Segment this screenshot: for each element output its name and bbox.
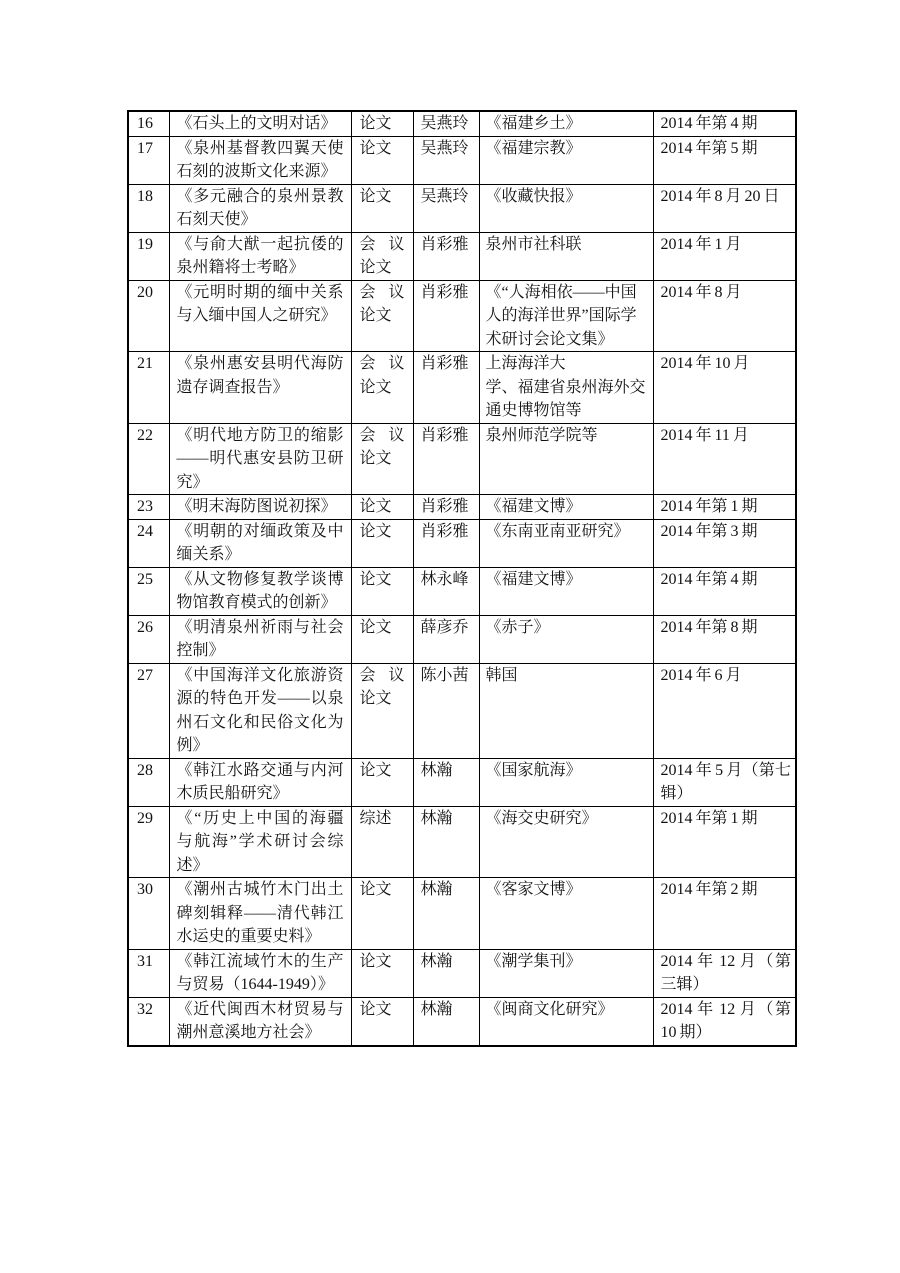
row-number: 16 bbox=[137, 115, 153, 132]
type-cell bbox=[351, 111, 413, 136]
type-line: 论文 bbox=[359, 115, 392, 132]
title-line: 物馆教育模式的创新》 bbox=[176, 594, 337, 611]
number-cell bbox=[128, 567, 169, 615]
date-cell bbox=[653, 567, 796, 615]
date-line: 2014 年 11 月 bbox=[660, 426, 749, 444]
date-cell bbox=[653, 280, 796, 352]
title-line: ——明代惠安县防卫研 bbox=[176, 450, 344, 467]
table-row bbox=[128, 232, 796, 280]
title-line: 述》 bbox=[176, 856, 209, 874]
table-row bbox=[128, 878, 796, 950]
venue-line: 学、福建省泉州海外交 bbox=[485, 378, 646, 396]
author-cell bbox=[413, 423, 479, 495]
venue-cell bbox=[479, 758, 653, 806]
number-cell bbox=[128, 663, 169, 758]
author-line: 肖彩雅 bbox=[420, 235, 469, 253]
author-line: 林瀚 bbox=[420, 1000, 453, 1018]
title-line: 石刻的波斯文化来源》 bbox=[176, 163, 337, 180]
title-line: 究》 bbox=[176, 473, 209, 491]
title-cell bbox=[169, 184, 351, 232]
author-cell bbox=[413, 352, 479, 424]
date-line: 2014 年第 2 期 bbox=[660, 881, 758, 898]
number-cell bbox=[128, 136, 169, 184]
title-cell bbox=[169, 495, 351, 520]
author-cell bbox=[413, 806, 479, 878]
type-cell bbox=[351, 280, 413, 352]
date-line: 三辑） bbox=[660, 976, 709, 993]
row-number: 24 bbox=[137, 522, 153, 540]
venue-line: 《东南亚南亚研究》 bbox=[485, 522, 630, 540]
table-row bbox=[128, 423, 796, 495]
row-number: 26 bbox=[137, 618, 153, 636]
title-line: 水运史的重要史料》 bbox=[176, 928, 321, 945]
type-line: 论文 bbox=[359, 522, 392, 540]
date-cell bbox=[653, 495, 796, 520]
venue-cell bbox=[479, 519, 653, 567]
number-cell bbox=[128, 184, 169, 232]
row-number: 31 bbox=[137, 952, 153, 970]
number-cell bbox=[128, 423, 169, 495]
type-cell bbox=[351, 806, 413, 878]
date-line: 2014 年 8 月 20 日 bbox=[660, 187, 780, 205]
type-line: 会议 bbox=[359, 426, 405, 444]
author-line: 林瀚 bbox=[420, 809, 453, 827]
title-cell bbox=[169, 878, 351, 950]
date-line: 2014 年 10 月 bbox=[660, 355, 750, 372]
type-line: 论文 bbox=[359, 307, 392, 324]
number-cell bbox=[128, 352, 169, 424]
type-line: 论文 bbox=[359, 690, 392, 707]
title-line: 《石头上的文明对话》 bbox=[176, 115, 337, 132]
number-cell bbox=[128, 280, 169, 352]
row-number: 28 bbox=[137, 761, 153, 779]
type-cell bbox=[351, 663, 413, 758]
date-line: 2014 年 8 月 bbox=[660, 283, 742, 301]
row-number: 25 bbox=[137, 570, 153, 588]
title-line: 潮州意溪地方社会》 bbox=[176, 1024, 321, 1041]
venue-line: 术研讨会论文集》 bbox=[485, 330, 614, 348]
venue-line: 《客家文博》 bbox=[485, 881, 582, 898]
table-row bbox=[128, 949, 796, 997]
row-number: 21 bbox=[137, 355, 153, 372]
type-cell bbox=[351, 519, 413, 567]
type-cell bbox=[351, 423, 413, 495]
type-line: 论文 bbox=[359, 378, 392, 396]
type-line: 论文 bbox=[359, 259, 392, 276]
type-line: 论文 bbox=[359, 187, 392, 205]
title-line: 《近代闽西木材贸易与 bbox=[176, 1000, 344, 1018]
title-line: 遗存调查报告》 bbox=[176, 378, 289, 396]
venue-cell bbox=[479, 949, 653, 997]
table-row bbox=[128, 280, 796, 352]
author-line: 肖彩雅 bbox=[420, 426, 469, 444]
row-number: 20 bbox=[137, 283, 153, 301]
number-cell bbox=[128, 495, 169, 520]
title-line: 木质民船研究》 bbox=[176, 785, 289, 802]
table-row bbox=[128, 663, 796, 758]
date-line: 2014 年第 4 期 bbox=[660, 115, 758, 132]
type-line: 论文 bbox=[359, 881, 392, 898]
venue-cell bbox=[479, 615, 653, 663]
row-number: 22 bbox=[137, 426, 153, 444]
venue-cell bbox=[479, 232, 653, 280]
venue-cell bbox=[479, 495, 653, 520]
date-cell bbox=[653, 949, 796, 997]
number-cell bbox=[128, 997, 169, 1046]
title-cell bbox=[169, 567, 351, 615]
type-cell bbox=[351, 615, 413, 663]
date-cell bbox=[653, 758, 796, 806]
date-cell bbox=[653, 878, 796, 950]
venue-line: 《“人海相依——中国 bbox=[485, 283, 637, 301]
author-cell bbox=[413, 758, 479, 806]
venue-cell bbox=[479, 423, 653, 495]
table-row bbox=[128, 519, 796, 567]
title-line: 《泉州惠安县明代海防 bbox=[176, 355, 344, 372]
type-line: 论文 bbox=[359, 570, 392, 588]
author-cell bbox=[413, 997, 479, 1046]
author-cell bbox=[413, 111, 479, 136]
venue-line: 泉州师范学院等 bbox=[485, 426, 598, 444]
date-line: 2014 年 12 月（第 bbox=[660, 952, 791, 970]
type-cell bbox=[351, 949, 413, 997]
type-line: 会议 bbox=[359, 235, 405, 253]
venue-cell bbox=[479, 806, 653, 878]
title-line: 例》 bbox=[176, 737, 209, 754]
type-line: 论文 bbox=[359, 618, 392, 636]
author-cell bbox=[413, 136, 479, 184]
author-line: 薛彦乔 bbox=[420, 618, 469, 636]
title-line: 《中国海洋文化旅游资 bbox=[176, 666, 344, 684]
venue-line: 《闽商文化研究》 bbox=[485, 1000, 614, 1018]
row-number: 19 bbox=[137, 235, 153, 253]
number-cell bbox=[128, 949, 169, 997]
date-line: 2014 年 12 月（第 bbox=[660, 1000, 791, 1018]
title-cell bbox=[169, 352, 351, 424]
venue-cell bbox=[479, 997, 653, 1046]
type-cell bbox=[351, 352, 413, 424]
title-cell bbox=[169, 280, 351, 352]
row-number: 27 bbox=[137, 666, 153, 684]
author-line: 肖彩雅 bbox=[420, 355, 469, 372]
number-cell bbox=[128, 111, 169, 136]
venue-line: 《潮学集刊》 bbox=[485, 952, 582, 970]
date-cell bbox=[653, 806, 796, 878]
venue-cell bbox=[479, 280, 653, 352]
venue-line: 《国家航海》 bbox=[485, 761, 582, 779]
title-line: 《多元融合的泉州景教 bbox=[176, 187, 344, 205]
venue-line: 《收藏快报》 bbox=[485, 187, 582, 205]
row-number: 17 bbox=[137, 139, 153, 157]
author-cell bbox=[413, 567, 479, 615]
date-cell bbox=[653, 519, 796, 567]
type-cell bbox=[351, 495, 413, 520]
venue-line: 《海交史研究》 bbox=[485, 809, 598, 827]
author-cell bbox=[413, 949, 479, 997]
author-cell bbox=[413, 519, 479, 567]
title-line: 与入缅中国人之研究》 bbox=[176, 307, 337, 324]
title-line: 《“历史上中国的海疆 bbox=[176, 809, 344, 827]
author-cell bbox=[413, 184, 479, 232]
date-cell bbox=[653, 615, 796, 663]
author-cell bbox=[413, 495, 479, 520]
number-cell bbox=[128, 758, 169, 806]
number-cell bbox=[128, 232, 169, 280]
table-row bbox=[128, 806, 796, 878]
author-line: 肖彩雅 bbox=[420, 522, 469, 540]
date-line: 2014 年 1 月 bbox=[660, 235, 742, 253]
title-line: 《韩江流域竹木的生产 bbox=[176, 952, 344, 970]
type-cell bbox=[351, 567, 413, 615]
date-line: 2014 年第 1 期 bbox=[660, 498, 758, 515]
title-line: 碑刻辑释——清代韩江 bbox=[176, 904, 344, 922]
venue-cell bbox=[479, 352, 653, 424]
title-line: 《明清泉州祈雨与社会 bbox=[176, 618, 344, 636]
title-line: 缅关系》 bbox=[176, 546, 241, 563]
row-number: 23 bbox=[137, 498, 153, 515]
venue-line: 《赤子》 bbox=[485, 618, 550, 636]
date-line: 2014 年第 3 期 bbox=[660, 522, 758, 540]
type-line: 论文 bbox=[359, 450, 392, 467]
table-row bbox=[128, 111, 796, 136]
venue-cell bbox=[479, 184, 653, 232]
title-line: 《明朝的对缅政策及中 bbox=[176, 522, 344, 540]
type-cell bbox=[351, 136, 413, 184]
title-cell bbox=[169, 997, 351, 1046]
venue-line: 韩国 bbox=[485, 666, 518, 684]
author-line: 肖彩雅 bbox=[420, 283, 469, 301]
venue-cell bbox=[479, 567, 653, 615]
publications-table bbox=[127, 110, 797, 1047]
table-row bbox=[128, 495, 796, 520]
date-cell bbox=[653, 997, 796, 1046]
table-row bbox=[128, 615, 796, 663]
venue-line: 《福建文博》 bbox=[485, 498, 582, 515]
author-cell bbox=[413, 663, 479, 758]
title-line: 源的特色开发——以泉 bbox=[176, 690, 344, 707]
author-cell bbox=[413, 878, 479, 950]
table-row bbox=[128, 758, 796, 806]
date-line: 2014 年第 4 期 bbox=[660, 570, 758, 588]
venue-cell bbox=[479, 878, 653, 950]
table-row bbox=[128, 997, 796, 1046]
title-line: 《从文物修复教学谈博 bbox=[176, 570, 344, 588]
number-cell bbox=[128, 878, 169, 950]
title-line: 《明代地方防卫的缩影 bbox=[176, 426, 344, 444]
author-cell bbox=[413, 232, 479, 280]
author-cell bbox=[413, 280, 479, 352]
author-line: 肖彩雅 bbox=[420, 498, 469, 515]
row-number: 30 bbox=[137, 881, 153, 898]
title-cell bbox=[169, 806, 351, 878]
number-cell bbox=[128, 519, 169, 567]
author-line: 林瀚 bbox=[420, 952, 453, 970]
type-line: 综述 bbox=[359, 809, 392, 827]
author-line: 吴燕玲 bbox=[420, 187, 469, 205]
author-line: 林瀚 bbox=[420, 881, 453, 898]
title-line: 《元明时期的缅中关系 bbox=[176, 283, 344, 301]
title-line: 泉州籍将士考略》 bbox=[176, 259, 305, 276]
number-cell bbox=[128, 615, 169, 663]
date-cell bbox=[653, 352, 796, 424]
title-cell bbox=[169, 615, 351, 663]
row-number: 18 bbox=[137, 187, 153, 205]
title-line: 控制》 bbox=[176, 642, 225, 659]
venue-line: 上海海洋大 bbox=[485, 355, 566, 372]
author-line: 吴燕玲 bbox=[420, 139, 469, 157]
date-line: 2014 年第 8 期 bbox=[660, 618, 758, 636]
author-line: 陈小茜 bbox=[420, 666, 469, 684]
title-cell bbox=[169, 232, 351, 280]
title-line: 《韩江水路交通与内河 bbox=[176, 761, 344, 779]
title-cell bbox=[169, 136, 351, 184]
table-row bbox=[128, 567, 796, 615]
title-line: 与贸易（1644-1949）》 bbox=[176, 976, 334, 993]
title-cell bbox=[169, 519, 351, 567]
date-cell bbox=[653, 184, 796, 232]
date-cell bbox=[653, 111, 796, 136]
type-line: 论文 bbox=[359, 1000, 392, 1018]
venue-cell bbox=[479, 111, 653, 136]
date-cell bbox=[653, 136, 796, 184]
row-number: 29 bbox=[137, 809, 153, 827]
type-line: 论文 bbox=[359, 952, 392, 970]
author-line: 林永峰 bbox=[420, 570, 469, 588]
title-line: 州石文化和民俗文化为 bbox=[176, 713, 344, 731]
type-line: 会议 bbox=[359, 666, 405, 684]
date-cell bbox=[653, 663, 796, 758]
author-line: 吴燕玲 bbox=[420, 115, 469, 132]
date-cell bbox=[653, 232, 796, 280]
title-cell bbox=[169, 111, 351, 136]
author-cell bbox=[413, 615, 479, 663]
venue-line: 人的海洋世界”国际学 bbox=[485, 307, 637, 324]
title-cell bbox=[169, 949, 351, 997]
venue-line: 泉州市社科联 bbox=[485, 235, 582, 253]
type-cell bbox=[351, 758, 413, 806]
venue-line: 《福建文博》 bbox=[485, 570, 582, 588]
table-row bbox=[128, 184, 796, 232]
type-cell bbox=[351, 232, 413, 280]
type-line: 论文 bbox=[359, 761, 392, 779]
number-cell bbox=[128, 806, 169, 878]
type-line: 会议 bbox=[359, 355, 405, 372]
title-line: 与航海”学术研讨会综 bbox=[176, 833, 344, 850]
publications-table-body bbox=[128, 111, 796, 1046]
date-line: 2014 年 5 月（第七 bbox=[660, 761, 791, 779]
table-row bbox=[128, 136, 796, 184]
venue-cell bbox=[479, 136, 653, 184]
type-cell bbox=[351, 184, 413, 232]
title-line: 石刻天使》 bbox=[176, 211, 257, 228]
type-cell bbox=[351, 997, 413, 1046]
date-line: 辑） bbox=[660, 785, 693, 802]
title-line: 《潮州古城竹木门出土 bbox=[176, 881, 344, 898]
title-cell bbox=[169, 423, 351, 495]
title-line: 《明末海防图说初探》 bbox=[176, 498, 337, 515]
author-line: 林瀚 bbox=[420, 761, 453, 779]
row-number: 32 bbox=[137, 1000, 153, 1018]
title-cell bbox=[169, 663, 351, 758]
date-line: 10 期） bbox=[660, 1024, 712, 1041]
venue-line: 通史博物馆等 bbox=[485, 402, 582, 419]
type-line: 会议 bbox=[359, 283, 405, 301]
type-cell bbox=[351, 878, 413, 950]
date-line: 2014 年第 1 期 bbox=[660, 809, 758, 827]
type-line: 论文 bbox=[359, 139, 392, 157]
venue-cell bbox=[479, 663, 653, 758]
title-line: 《泉州基督教四翼天使 bbox=[176, 139, 344, 157]
venue-line: 《福建宗教》 bbox=[485, 139, 582, 157]
title-cell bbox=[169, 758, 351, 806]
type-line: 论文 bbox=[359, 498, 392, 515]
date-line: 2014 年 6 月 bbox=[660, 666, 742, 684]
table-row bbox=[128, 352, 796, 424]
title-line: 《与俞大猷一起抗倭的 bbox=[176, 235, 344, 253]
date-cell bbox=[653, 423, 796, 495]
venue-line: 《福建乡土》 bbox=[485, 115, 582, 132]
date-line: 2014 年第 5 期 bbox=[660, 139, 758, 157]
